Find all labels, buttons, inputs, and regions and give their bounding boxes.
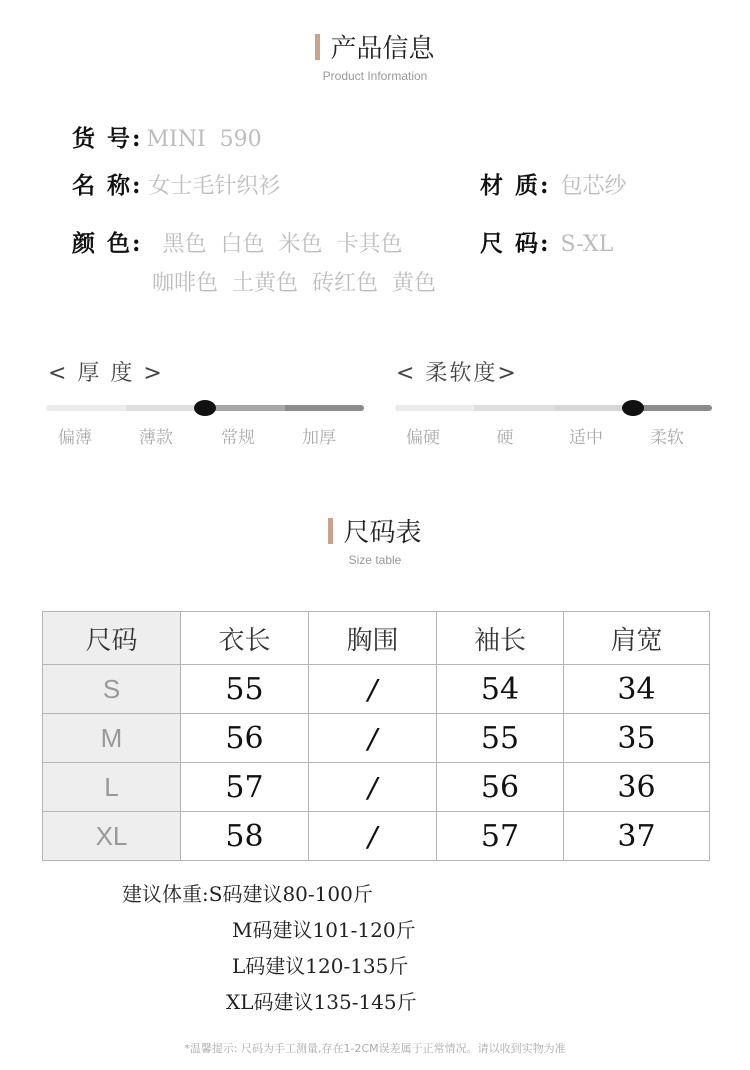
softness-option-2: 硬 bbox=[496, 428, 514, 448]
material-row bbox=[480, 167, 627, 200]
softness-knob[interactable] bbox=[622, 400, 644, 416]
size-cell: L bbox=[43, 763, 181, 812]
softness-option-1: 偏硬 bbox=[406, 428, 440, 448]
chest-cell: / bbox=[309, 665, 437, 714]
chest-cell: / bbox=[309, 714, 437, 763]
name-row bbox=[72, 167, 281, 200]
tip-note: *温馨提示: 尺码为手工测量,存在1-2CM误差属于正常情况。请以收到实物为准 bbox=[184, 1042, 566, 1055]
size-table-title bbox=[328, 512, 421, 549]
chest-cell: / bbox=[309, 812, 437, 861]
colors-row bbox=[72, 225, 402, 258]
thickness-seg-4 bbox=[285, 405, 365, 411]
sleeve-cell: 55 bbox=[437, 714, 564, 763]
size-cell: S bbox=[43, 665, 181, 714]
size-row bbox=[480, 225, 613, 258]
softness-track bbox=[395, 405, 712, 411]
colors-line2: 咖啡色 土黄色 砖红色 黄色 bbox=[152, 271, 436, 296]
header-length: 衣长 bbox=[181, 612, 309, 665]
table-row bbox=[43, 714, 710, 763]
length-cell: 57 bbox=[181, 763, 309, 812]
softness-option-3: 适中 bbox=[569, 428, 603, 448]
shoulder-cell: 35 bbox=[564, 714, 710, 763]
softness-seg-4 bbox=[633, 405, 712, 411]
thickness-knob[interactable] bbox=[194, 400, 216, 416]
size-table-header bbox=[0, 512, 750, 567]
colors-row-2 bbox=[152, 266, 436, 297]
accent-bar bbox=[315, 34, 320, 60]
length-cell: 56 bbox=[181, 714, 309, 763]
item-no-label: 货 号: bbox=[72, 125, 143, 152]
chest-cell: / bbox=[309, 763, 437, 812]
size-cell: M bbox=[43, 714, 181, 763]
header-shoulder: 肩宽 bbox=[564, 612, 710, 665]
weight-advice-line-3: L码建议120-135斤 bbox=[232, 954, 409, 978]
accent-bar-2 bbox=[328, 518, 333, 544]
header-chest: 胸围 bbox=[309, 612, 437, 665]
weight-advice-line-4: XL码建议135-145斤 bbox=[226, 990, 417, 1014]
item-no-row bbox=[72, 120, 262, 153]
size-table bbox=[42, 611, 710, 861]
shoulder-cell: 37 bbox=[564, 812, 710, 861]
material-label: 材 质: bbox=[480, 172, 551, 199]
material-value: 包芯纱 bbox=[560, 174, 627, 199]
colors-line1: 黑色 白色 米色 卡其色 bbox=[162, 232, 403, 257]
size-value: S-XL bbox=[560, 232, 614, 257]
thickness-title: < 厚 度 > bbox=[48, 361, 164, 386]
size-table-subtitle: Size table bbox=[348, 553, 402, 567]
size-table-title-text: 尺码表 bbox=[343, 518, 422, 548]
length-cell: 58 bbox=[181, 812, 309, 861]
table-row bbox=[43, 665, 710, 714]
weight-advice-line-1: 建议体重:S码建议80-100斤 bbox=[122, 882, 373, 906]
thickness-option-4: 加厚 bbox=[302, 428, 336, 448]
softness-seg-1 bbox=[395, 405, 474, 411]
softness-title: < 柔软度> bbox=[396, 361, 518, 386]
weight-advice-line-2: M码建议101-120斤 bbox=[232, 918, 416, 942]
shoulder-cell: 34 bbox=[564, 665, 710, 714]
thickness-seg-3 bbox=[205, 405, 285, 411]
sleeve-cell: 56 bbox=[437, 763, 564, 812]
table-row bbox=[43, 763, 710, 812]
name-label: 名 称: bbox=[72, 172, 143, 199]
thickness-option-1: 偏薄 bbox=[58, 428, 92, 448]
name-value: 女士毛针织衫 bbox=[148, 174, 281, 199]
length-cell: 55 bbox=[181, 665, 309, 714]
size-label: 尺 码: bbox=[480, 230, 551, 257]
sleeve-cell: 57 bbox=[437, 812, 564, 861]
product-info-subtitle: Product Information bbox=[322, 69, 428, 83]
item-no-value: MINI 590 bbox=[146, 127, 262, 152]
thickness-option-3: 常规 bbox=[221, 428, 255, 448]
colors-label: 颜 色: bbox=[72, 230, 143, 257]
size-cell: XL bbox=[43, 812, 181, 861]
shoulder-cell: 36 bbox=[564, 763, 710, 812]
thickness-seg-1 bbox=[46, 405, 126, 411]
softness-seg-2 bbox=[474, 405, 553, 411]
header-size: 尺码 bbox=[43, 612, 181, 665]
softness-option-4: 柔软 bbox=[650, 428, 684, 448]
header-sleeve: 袖长 bbox=[437, 612, 564, 665]
sleeve-cell: 54 bbox=[437, 665, 564, 714]
softness-seg-3 bbox=[554, 405, 633, 411]
table-row bbox=[43, 812, 710, 861]
product-info-header bbox=[0, 28, 750, 83]
size-table-head-row bbox=[43, 612, 710, 665]
product-info-title bbox=[315, 28, 434, 65]
thickness-option-2: 薄款 bbox=[139, 428, 173, 448]
product-info-title-text: 产品信息 bbox=[330, 34, 435, 64]
